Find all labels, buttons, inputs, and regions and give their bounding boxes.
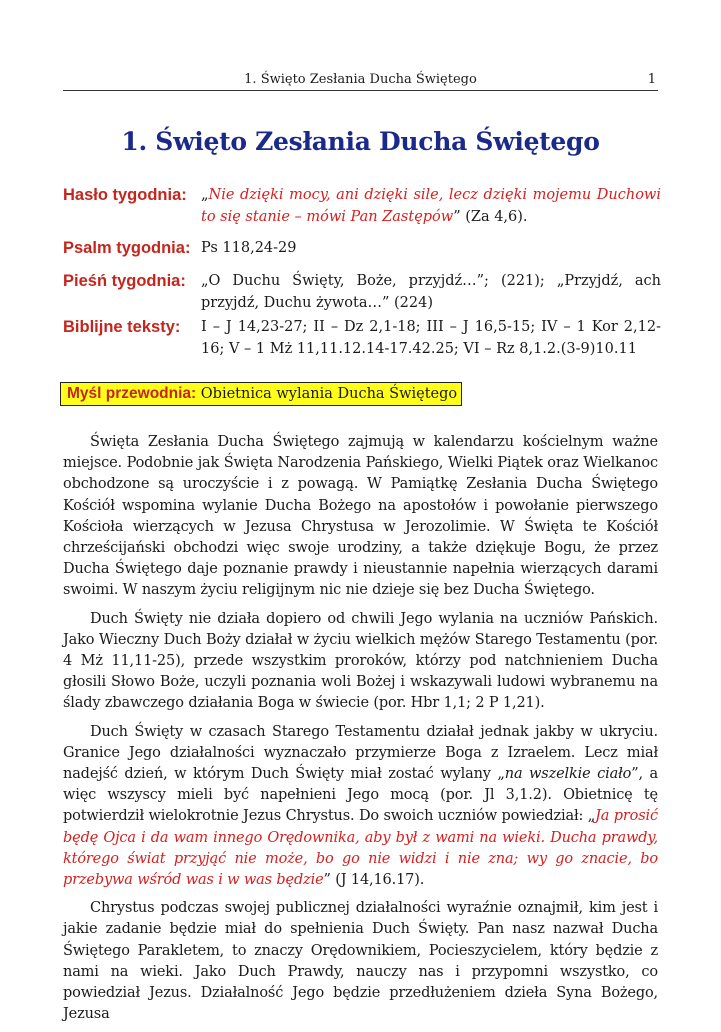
song-row [63, 270, 661, 314]
psalm-row [63, 237, 661, 259]
paragraph-1: Święta Zesłania Ducha Świętego zajmują w kalendarzu kościelnym ważne miejsce. Podobnie jak Święta Narodzenia Pańskiego, Wielki Piątek oraz Wielkanoc obchodzone są uroczyście i z powagą. W Pamiątkę Zesłania Ducha Świętego Kościół wspomina wylanie Ducha Bożego na apostołów i powołanie pierwszego Kościoła wierzących w Jezusa Chrystusa w Jerozolimie. W Święta te Kościół chrześcijański obchodzi więc swoje urodziny, a także dziękuje Bogu, że przez Ducha Świętego daje poznanie prawdy i nieustannie napełnia wierzących darami swoimi. W naszym życiu religijnym nic nie dzieje się bez Ducha Świętego. [63, 434, 658, 599]
psalm-label: Psalm tygodnia: [63, 239, 191, 257]
paragraph-3 [63, 722, 658, 892]
psalm-text: Ps 118,24-29 [201, 240, 297, 256]
texts-text: I – J 14,23-27; II – Dz 2,1-18; III – J 16,5-15; IV – 1 Kor 2,12-16; V – 1 Mż 11,11.12.14-17.42.25; VI – Rz 8,1.2.(3-9)10.11 [201, 319, 661, 357]
paragraph-4: Chrystus podczas swojej publicznej działalności wyraźnie oznajmił, kim jest i jakie zadanie będzie miał do spełnienia Duch Święty. Pan nasz nazwał Ducha Świętego Parakletem, to znaczy Orędownikiem, Pocieszycielem, który będzie z nami na wieki. Jako Duch Prawdy, nauczy nas i przypomni wszystko, co powiedział Jezus. Działalność Jego będzie przedłużeniem dzieła Syna Bożego, Jezusa [63, 900, 658, 1023]
song-text: „O Duchu Święty, Boże, przyjdź…”; (221); „Przyjdź, ach przyjdź, Duchu żywota…” (224) [201, 273, 661, 311]
chapter-title: 1. Święto Zesłania Ducha Świętego [121, 127, 600, 156]
song-label: Pieśń tygodnia: [63, 272, 186, 290]
leading-thought-value: Obietnica wylania Ducha Świętego [200, 386, 458, 402]
leading-thought-label: Myśl przewodnia: [67, 385, 197, 402]
leading-thought-box [60, 382, 462, 406]
running-title: 1. Święto Zesłania Ducha Świętego [244, 72, 477, 87]
p3-part-b: ”, a więc wszyscy mieli być napełnieni Jego mocą (por. Jl 3,1.2). Obietnicę tę potwierdził wielokrotnie Jezus Chrystus. Do swoich uczniów powiedział: „ [63, 766, 659, 825]
page-number: 1 [647, 72, 656, 87]
body-text [63, 432, 658, 1032]
texts-label: Biblijne teksty: [63, 318, 181, 336]
motto-quote: Nie dzięki mocy, ani dzięki sile, lecz dzięki mojemu Duchowi to się stanie – mówi Pan Zastępów [201, 187, 661, 225]
texts-row [63, 316, 661, 360]
p3-part-a: Duch Święty w czasach Starego Testamentu działał jednak jakby w ukryciu. Granice Jego działalności wyznaczało przymierze Boga z Izraelem. Lecz miał nadejść dzień, w którym Duch Święty miał zostać wylany „ [63, 723, 658, 783]
motto-reference: ” (Za 4,6). [453, 209, 528, 225]
motto-label: Hasło tygodnia: [63, 186, 187, 204]
motto-body [201, 184, 661, 228]
paragraph-2: Duch Święty nie działa dopiero od chwili Jego wylania na uczniów Pańskich. Jako Wieczny Duch Boży działał w życiu wielkich mężów Starego Testamentu (por. 4 Mż 11,11-25), przede wszystkim proroków, którzy pod natchnieniem Ducha głosili Słowo Boże, uczyli poznania woli Bożej i wskazywali ludowi wybranemu na ślady zbawczego działania Boga w świecie (por. Hbr 1,1; 2 P 1,21). [63, 610, 658, 712]
motto-row [63, 184, 661, 228]
p3-part-c: ” (J 14,16.17). [323, 872, 425, 889]
running-header [63, 72, 658, 91]
p3-italic: na wszelkie ciało [504, 766, 632, 783]
motto-open-quote: „ [201, 187, 209, 203]
p3-red-quote: Ja prosić będę Ojca i da wam innego Orędownika, aby był z wami na wieki. Ducha prawdy, którego świat przyjąć nie może, bo go nie widzi i nie zna; wy go znacie, bo przebywa wśród was i w was będzie [63, 808, 658, 889]
